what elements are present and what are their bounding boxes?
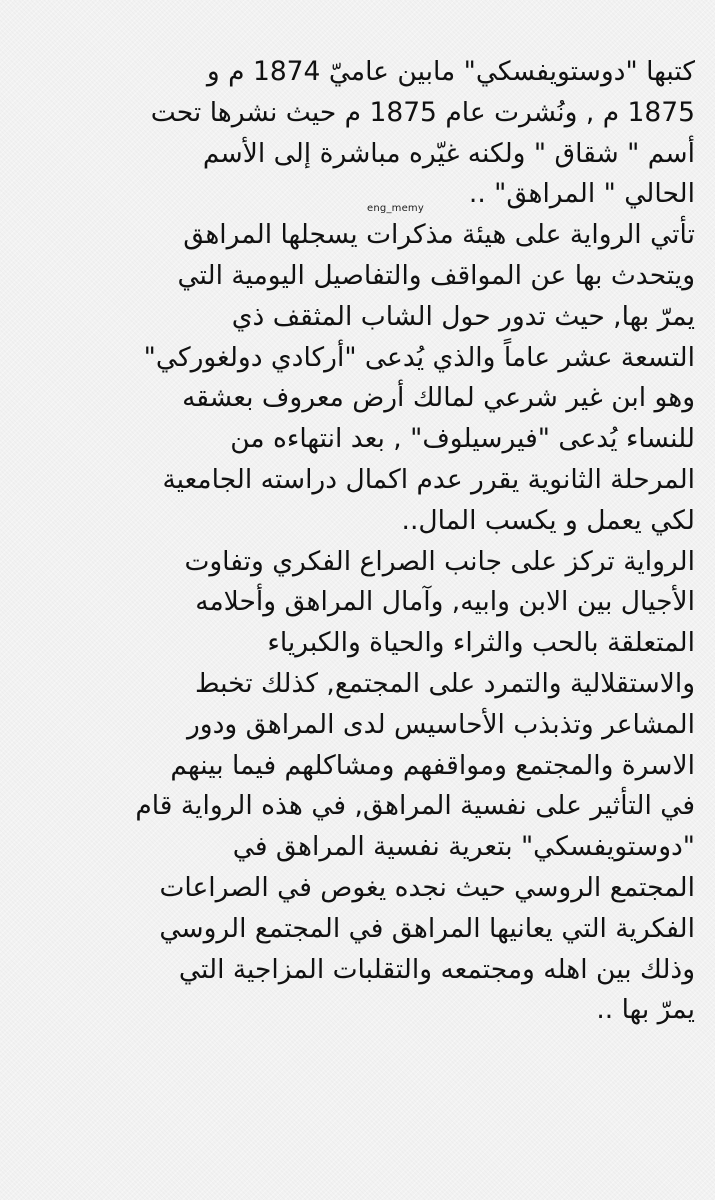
note-line: أسم " شقاق " ولكنه غيّره مباشرة إلى الأسم — [202, 137, 695, 169]
note-line: المشاعر وتذبذب الأحاسيس لدى المراهق ودور — [187, 708, 695, 740]
note-line: والاستقلالية والتمرد على المجتمع, كذلك تخبط — [194, 667, 695, 699]
note-line: الفكرية التي يعانيها المراهق في المجتمع الروسي — [159, 912, 695, 944]
note-line: المتعلقة بالحب والثراء والحياة والكبرياء — [267, 627, 695, 659]
note-line: يمرّ بها .. — [596, 994, 695, 1026]
note-line: وهو ابن غير شرعي لمالك أرض معروف بعشقه — [182, 382, 695, 414]
note-line: المرحلة الثانوية يقرر عدم اكمال دراسته الجامعية — [162, 463, 695, 495]
note-line: الاسرة والمجتمع ومواقفهم ومشاكلهم فيما بينهم — [170, 749, 695, 781]
note-line: ويتحدث بها عن المواقف والتفاصيل اليومية التي — [177, 259, 695, 291]
note-line: في التأثير على نفسية المراهق, في هذه الرواية قام — [135, 790, 695, 822]
note-line: يمرّ بها, حيث تدور حول الشاب المثقف ذي — [231, 300, 695, 332]
note-line: لكي يعمل و يكسب المال.. — [401, 504, 695, 536]
note-line: المجتمع الروسي حيث نجده يغوص في الصراعات — [159, 871, 695, 903]
note-line: للنساء يُدعى "فيرسيلوف" , بعد انتهاءه من — [230, 423, 695, 455]
note-line: الحالي " المراهق" .. — [468, 178, 695, 210]
note-line: وذلك بين اهله ومجتمعه والتقلبات المزاجية التي — [178, 953, 695, 985]
note-line: التسعة عشر عاماً والذي يُدعى "أركادي دولغوركي" — [143, 341, 695, 373]
note-line: الرواية تركز على جانب الصراع الفكري وتفاوت — [184, 545, 695, 577]
note-text-body — [15, 52, 695, 1031]
note-line: "دوستويفسكي" بتعرية نفسية المراهق في — [232, 831, 695, 863]
note-line: 1875 م , ونُشرت عام 1875 م حيث نشرها تحت — [150, 96, 695, 128]
note-line: تأتي الرواية على هيئة مذكرات يسجلها المراهق — [183, 219, 695, 251]
watermark-username: eng_memy — [367, 203, 424, 214]
note-line: الأجيال بين الابن وابيه, وآمال المراهق وأحلامه — [195, 586, 695, 618]
note-line: كتبها "دوستويفسكي" مابين عاميّ 1874 م و — [206, 56, 695, 87]
